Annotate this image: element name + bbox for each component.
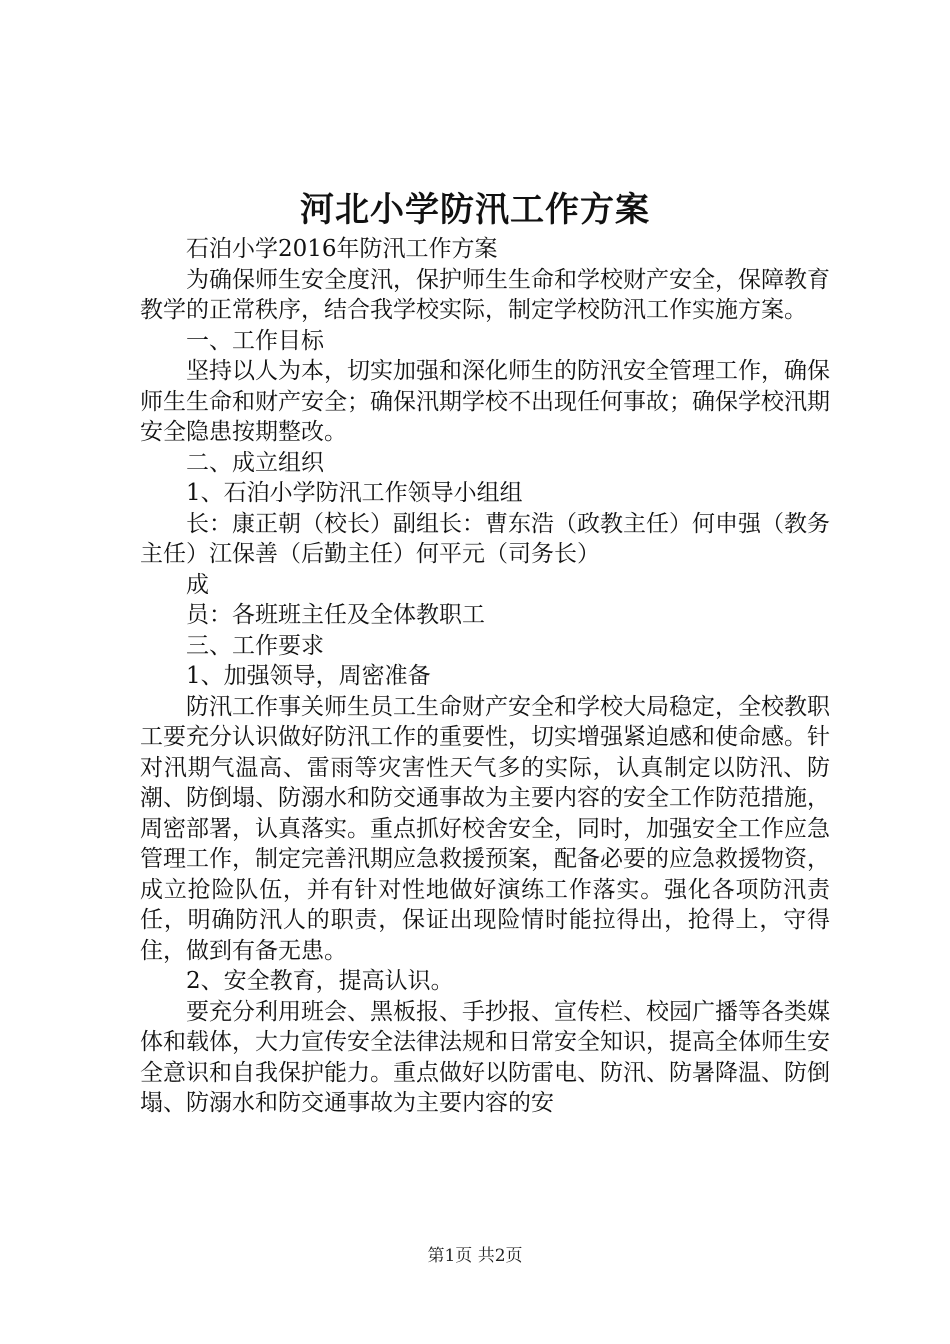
paragraph-subtitle: 石泊小学2016年防汛工作方案	[186, 236, 498, 262]
heading-work-goal: 一、工作目标	[186, 327, 324, 354]
subheading-leadership-group: 1、石泊小学防汛工作领导小组组	[186, 480, 523, 506]
heading-organization: 二、成立组织	[186, 449, 324, 476]
paragraph-intro: 为确保师生安全度汛，保护师生生命和学校财产安全，保障教育教学的正常秩序，结合我学校实际，制定学校防汛工作实施方案。	[140, 266, 830, 323]
paragraph-work-goal: 坚持以人为本，切实加强和深化师生的防汛安全管理工作，确保师生生命和财产安全；确保汛期学校不出现任何事故；确保学校汛期安全隐患按期整改。	[140, 358, 830, 445]
paragraph-leadership-members: 长：康正朝（校长）副组长：曹东浩（政教主任）何申强（教务主任）江保善（后勤主任）何平元（司务长）	[140, 510, 830, 567]
document-body	[140, 234, 830, 1119]
paragraph-leadership-preparation: 防汛工作事关师生员工生命财产安全和学校大局稳定，全校教职工要充分认识做好防汛工作的重要性，切实增强紧迫感和使命感。针对汛期气温高、雷雨等灾害性天气多的实际，认真制定以防汛、防潮、防倒塌、防溺水和防交通事故为主要内容的安全工作防范措施，周密部署，认真落实。重点抓好校舍安全，同时，加强安全工作应急管理工作，制定完善汛期应急救援预案，配备必要的应急救援物资，成立抢险队伍，并有针对性地做好演练工作落实。强化各项防汛责任，明确防汛人的职责，保证出现险情时能拉得出，抢得上，守得住，做到有备无患。	[140, 693, 830, 964]
paragraph-safety-education: 要充分利用班会、黑板报、手抄报、宣传栏、校园广播等各类媒体和载体，大力宣传安全法律法规和日常安全知识，提高全体师生安全意识和自我保护能力。重点做好以防雷电、防汛、防暑降温、防倒塌、防溺水和防交通事故为主要内容的安	[140, 998, 830, 1116]
document-title: 河北小学防汛工作方案	[300, 190, 650, 230]
subheading-safety-education: 2、安全教育，提高认识。	[186, 968, 454, 994]
paragraph-member-label: 成	[186, 571, 209, 598]
heading-work-requirements: 三、工作要求	[186, 632, 324, 659]
page-footer: 第1页 共2页	[427, 1246, 523, 1266]
subheading-leadership-preparation: 1、加强领导，周密准备	[186, 663, 431, 689]
paragraph-members: 员：各班班主任及全体教职工	[186, 602, 485, 628]
